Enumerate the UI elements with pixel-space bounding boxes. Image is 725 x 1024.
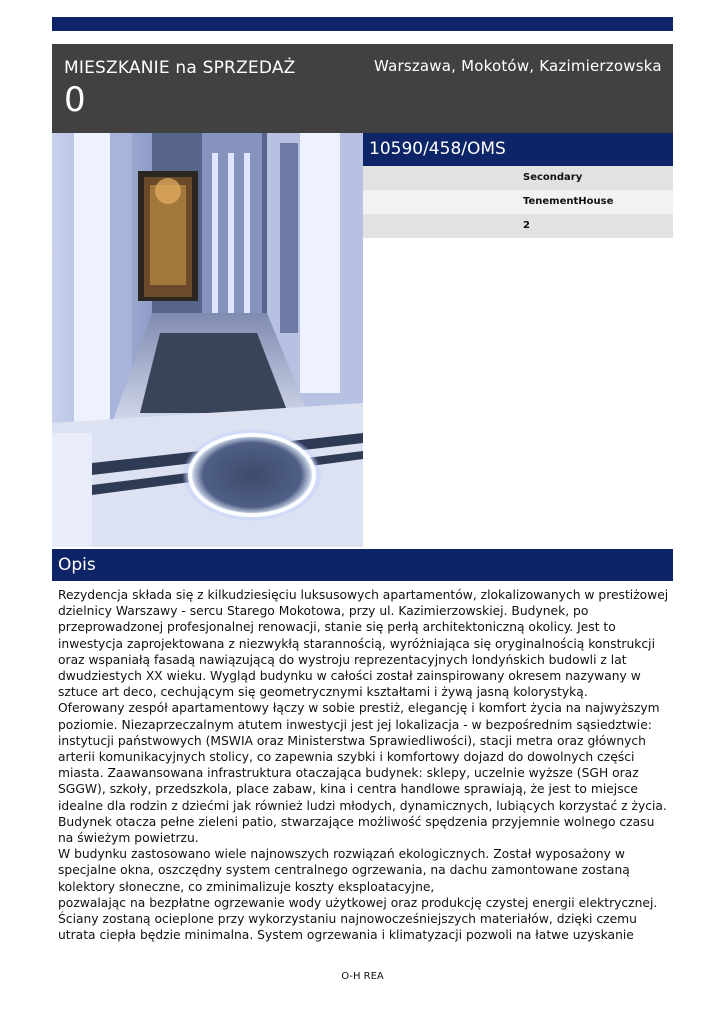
footer-agency: O-H REA — [341, 971, 384, 982]
listing-type: MIESZKANIE na SPRZEDAŻ — [64, 58, 296, 78]
detail-row-building-type — [363, 190, 673, 214]
top-accent-bar — [52, 17, 673, 31]
listing-header — [52, 44, 673, 133]
listing-price: 0 — [64, 80, 86, 120]
description-paragraph: Oferowany zespół apartamentowy łączy w sobie prestiż, elegancję i komfort życia na najwyższym poziomie. Niezaprzeczalnym atutem inwestycji jest jej lokalizacja - w bezpośrednim sąsiedztwie: instytucji państwowych (MSWIA oraz Ministerstwa Sprawiedliwości), stacji metra oraz głównych arterii komunikacyjnych stolicy, co zapewnia szybki i komfortowy dojazd do dowolnych części miasta. Zaawansowana infrastruktura otaczająca budynek: sklepy, uczelnie wyższe (SGH oraz SGGW), szkoły, przedszkola, place zabaw, kina i centra handlowe sprawiają, że jest to miejsce idealne dla rodzin z dziećmi jak również ludzi młodych, dynamicznych, lubiących korzystać z życia. Budynek otacza pełne zieleni patio, stwarzające możliwość spędzenia przyjemnie wolnego czasu na świeżym powietrzu. — [58, 701, 667, 846]
description-heading: Opis — [58, 555, 96, 575]
description-paragraph: Rezydencja składa się z kilkudziesięciu luksusowych apartamentów, zlokalizowanych w prestiżowej dzielnicy Warszawy - sercu Starego Mokotowa, przy ul. Kazimierzowskiej. Budynek, po przeprowadzonej profesjonalnej renowacji, stanie się perłą architektoniczną okolicy. Jest to inwestycja zaprojektowana z niezwykłą starannością, wyróżniająca się oryginalnością konstrukcji oraz wspaniałą fasadą nawiązującą do wystroju reprezentacyjnych londyńskich budowli z lat dwudziestych XX wieku. Wygląd budynku w całości został zainspirowany okresem nazywany w sztuce art deco, cechującym się geometrycznymi kształtami i żywą jasną kolorystyką. — [58, 588, 669, 700]
description-paragraph: pozwalając na bezpłatne ogrzewanie wody użytkowej oraz produkcję czystej energii elektrycznej. Ściany zostaną ocieplone przy wykorzystaniu najnowocześniejszych materiałów, dzięki czemu utrata ciepła będzie minimalna. System ogrzewania i klimatyzacji pozwoli na łatwe uzyskanie — [58, 895, 658, 943]
detail-row-market — [363, 166, 673, 190]
description-paragraph: W budynku zastosowano wiele najnowszych rozwiązań ekologicznych. Został wyposażony w specjalne okna, oszczędny system centralnego ogrzewania, na dachu zamontowane zostaną kolektory słoneczne, co zminimalizuje koszty eksploatacyjne, — [58, 847, 630, 894]
property-photo — [52, 133, 363, 547]
detail-value: TenementHouse — [523, 196, 614, 207]
description-text — [58, 587, 670, 943]
detail-row-rooms — [363, 214, 673, 238]
description-heading-bar — [52, 549, 673, 581]
detail-value: 2 — [523, 220, 530, 231]
reference-number: 10590/458/OMS — [369, 139, 506, 159]
reference-number-bar — [363, 133, 673, 166]
listing-location: Warszawa, Mokotów, Kazimierzowska — [374, 57, 662, 75]
detail-value: Secondary — [523, 172, 583, 183]
